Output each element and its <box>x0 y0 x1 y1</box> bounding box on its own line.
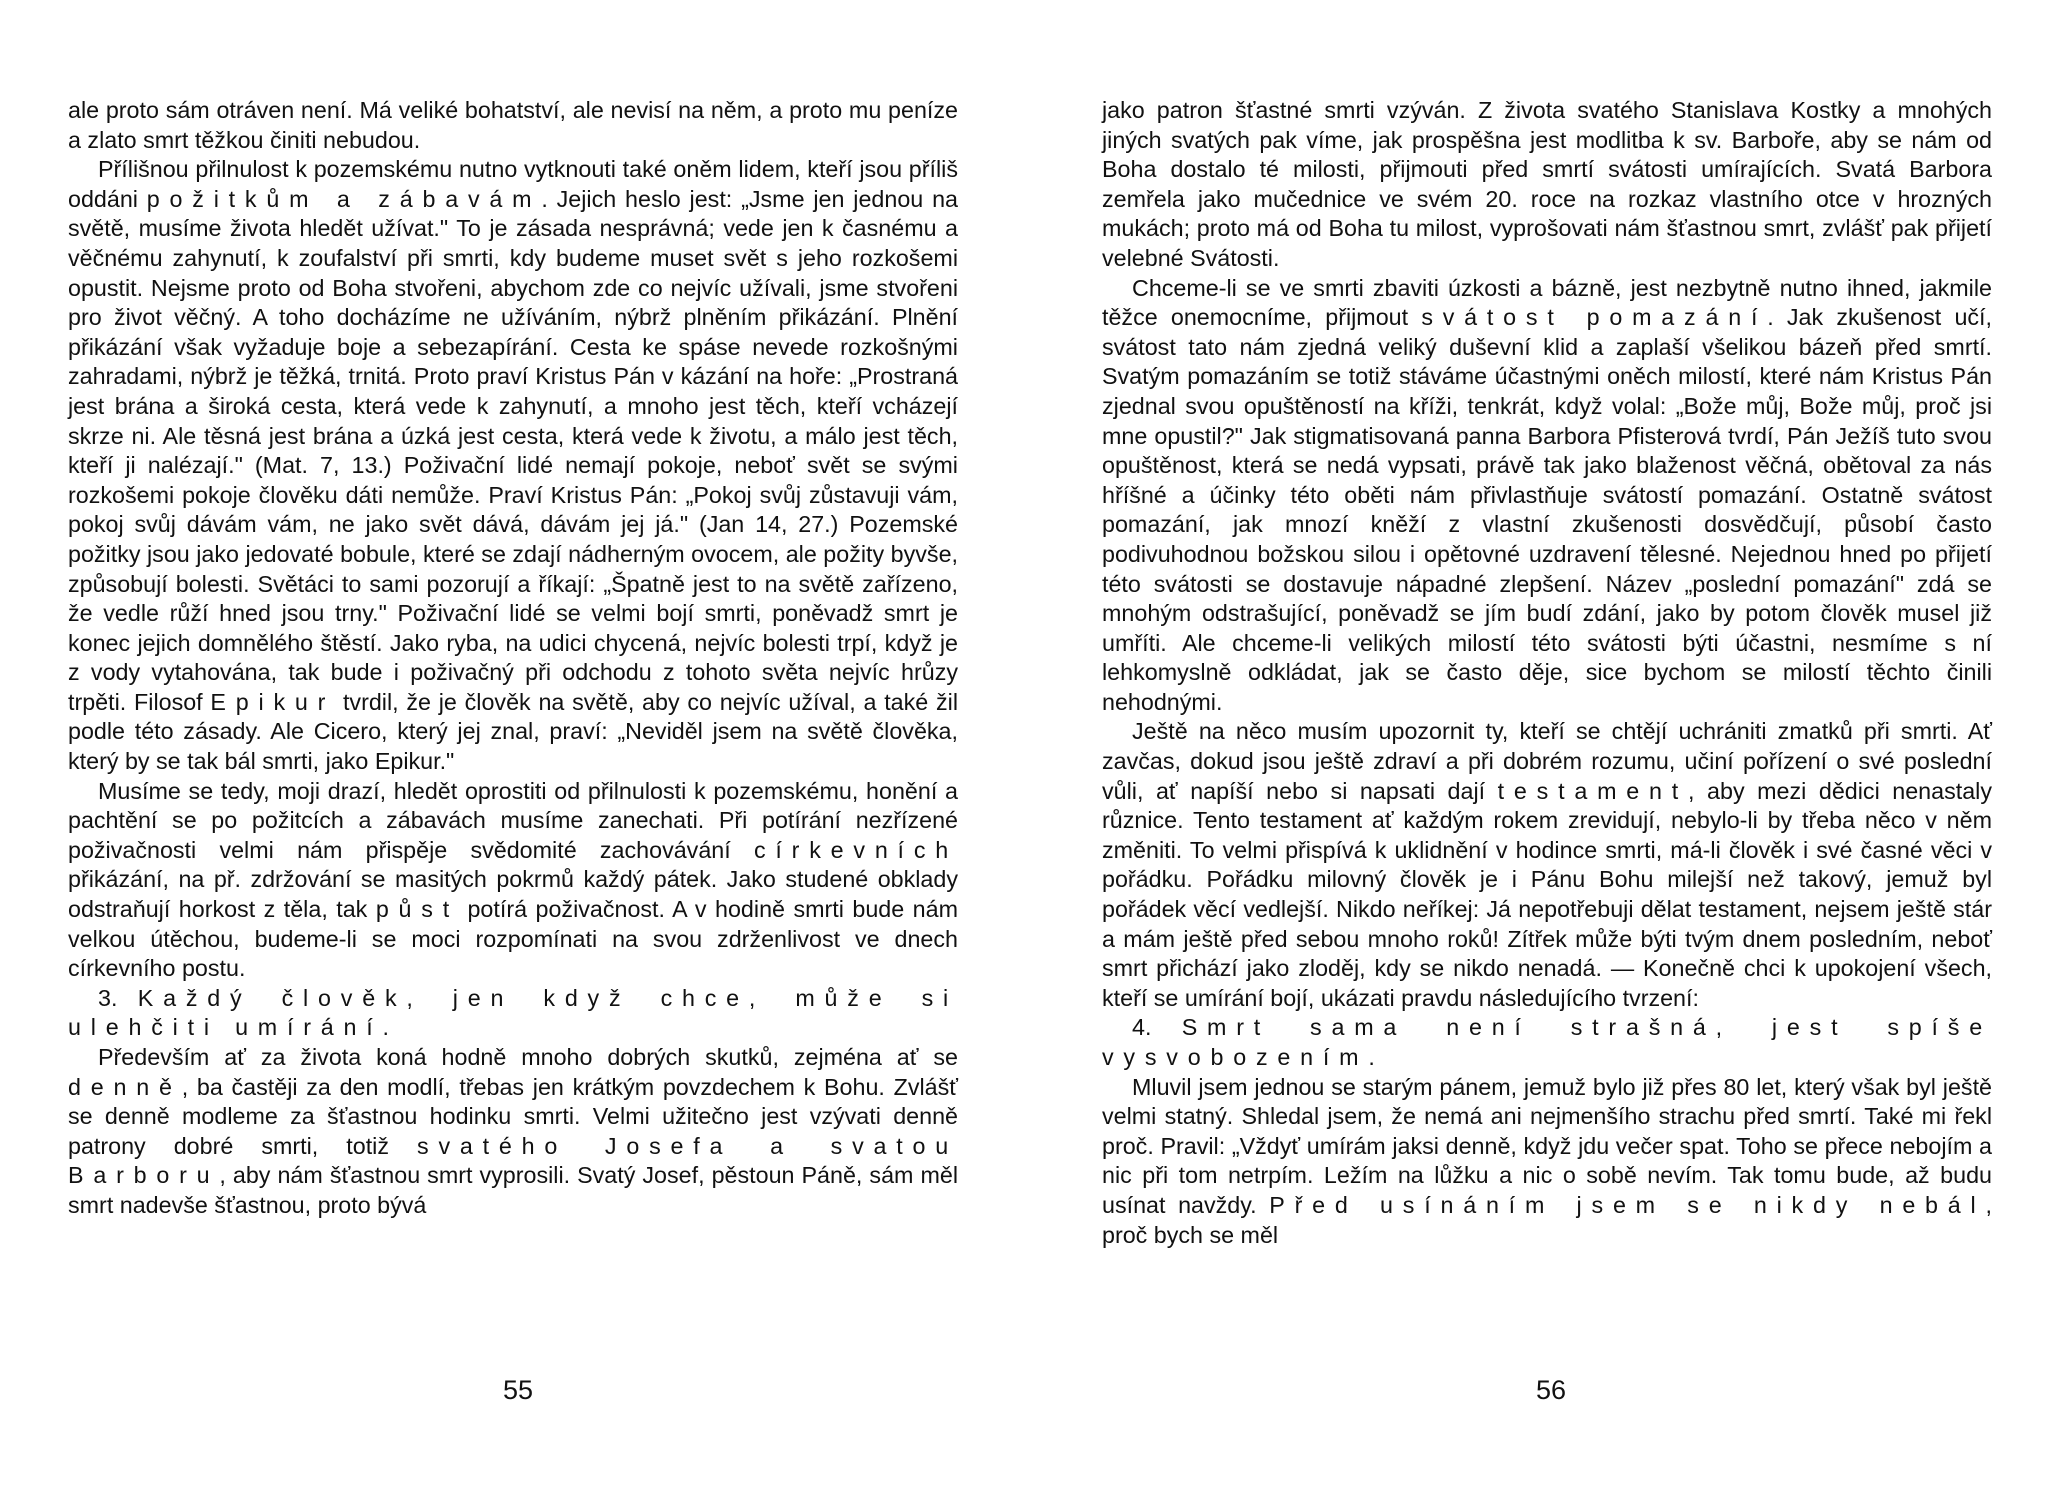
spaced-emphasis: Každý člověk, jen když chce, může si ulehčiti umírání. <box>68 984 958 1041</box>
text-run: . <box>1368 1044 1375 1070</box>
spaced-emphasis: denně <box>68 1073 182 1100</box>
text-run: , ba častěji za den modlí, třebas jen krátkým povzdechem k Bohu. Zvlášť se denně modleme za šťastnou hodinku smrti. Velmi užitečno jest vzývati denně patrony dobré smrti, totiž <box>68 1073 958 1159</box>
text-run: Především ať za života koná hodně mnoho dobrých skutků, zejména ať se <box>98 1044 958 1070</box>
section-number: 4. <box>1132 1014 1182 1041</box>
paragraph <box>68 155 958 776</box>
spaced-emphasis: Smrt sama není strašná, jest spíše vysvobozením <box>1102 1014 1992 1070</box>
paragraph <box>1102 717 1992 1013</box>
spaced-emphasis: svátost pomazání <box>1421 304 1768 331</box>
text-run: . Jak zkušenost učí, svátost tato nám zjedná veliký duševní klid a zaplaší všelikou bázeň před smrtí. Svatým pomazáním se totiž stáváme účastnými oněch milostí, které nám Kristus Pán zjednal svou opuštěností na kříži, tenkrát, když volal: „Bože můj, Bože můj, proč jsi mne opustil?" Jak stigmatisovaná panna Barbora Pfisterová tvrdí, Pán Ježíš tuto svou opuštěnost, která se nedá vypsati, právě tak jako blaženost věčná, obětoval za nás hříšné a účinky této oběti nám přivlastňuje svátostí pomazání. Ostatně svátost pomazání, jak mnozí kněží z vlastní zkušenosti dosvědčují, působí často podivuhodnou božskou silou i opětovné uzdravení tělesné. Nejednou hned po přijetí této svátosti se dostavuje nápadné zlepšení. Název „poslední pomazání" zdá se mnohým odstrašující, poněvadž se jím budí zdání, jako by potom člověk musel již umříti. Ale chceme-li velikých milostí této svátosti býti účastni, nesmíme s ní lehkomyslně odkládat, jak se často děje, sice bychom se milostí těchto činili nehodnými. <box>1102 304 1993 715</box>
text-run: , aby mezi dědici nenastaly různice. Tento testament ať každým rokem zrevidují, nebylo-li by třeba něco v něm změniti. To velmi přispívá k uklidnění v hodince smrti, má-li člověk i své časné věci v pořádku. Pořádku milovný člověk je i Pánu Bohu milejší než takový, jemuž byl pořádek věcí vedlejší. Nikdo neříkej: Já nepotřebuji dělat testament, nejsem ještě stár a mám ještě před sebou mnoho roků! Zítřek může býti tvým dnem posledním, neboť smrt přichází jako zloděj, kdy se nikdo nenadá. — Konečně chci k upokojení všech, kteří se umírání bojí, ukázati pravdu následujícího tvrzení: <box>1102 777 1993 1011</box>
left-page-text <box>68 96 958 1221</box>
text-run: Musíme se tedy, moji drazí, hledět oprostiti od přilnulosti k pozemskému, honění a pachtění se po požitcích a zábavách musíme zanechati. Při potírání nezřízené poživačnosti velmi nám přispěje svědomité zachovávání <box>68 777 958 863</box>
spaced-emphasis: požitkům a zábavám <box>146 185 542 212</box>
text-run: Chceme-li se ve smrti zbaviti úzkosti a bázně, jest nezbytně nutno ihned, jakmile těžce onemocníme, přijmout <box>1102 274 1992 331</box>
page-number-left: 55 <box>503 1375 534 1405</box>
spaced-emphasis: testament <box>1497 777 1689 804</box>
left-page <box>68 96 958 1221</box>
text-run: , proč bych se měl <box>1102 1191 1992 1248</box>
section-heading <box>1102 1013 1992 1072</box>
spaced-emphasis: Epikur <box>210 688 336 715</box>
text-run: jako patron šťastné smrti vzýván. Z života svatého Stanislava Kostky a mnohých jiných svatých pak víme, jak prospěšna jest modlitba k sv. Barboře, aby se nám od Boha dostalo té milosti, přijmouti před smrtí svátosti umírajících. Svatá Barbora zemřela jako mučednice ve svém 20. roce na rozkaz vlastního otce v hrozných mukách; proto má od Boha tu milost, vyprošovati nám šťastnou smrt, zvlášť pak přijetí velebné Svátosti. <box>1102 97 1992 271</box>
paragraph <box>68 1043 958 1221</box>
text-run: tvrdil, že je člověk na světě, aby co nejvíc užíval, a také žil podle této zásady. Ale Cicero, který jej znal, praví: „Neviděl jsem na světě člověka, který by se tak bál smrti, jako Epikur." <box>68 688 958 775</box>
paragraph <box>68 96 958 155</box>
text-run: Ještě na něco musím upozornit ty, kteří se chtějí uchrániti zmatků při smrti. Ať zavčas, dokud jsou ještě zdraví a při dobrém rozumu, učiní pořízení o své poslední vůli, ať napíší nebo si napsati dají <box>1102 718 1992 804</box>
section-heading <box>68 984 958 1043</box>
right-page-text <box>1102 96 1992 1250</box>
text-run: ale proto sám otráven není. Má veliké bohatství, ale nevisí na něm, a proto mu peníze a zlato smrt těžkou činiti nebudou. <box>68 97 958 153</box>
text-run: . Jejich heslo jest: „Jsme jen jednou na světě, musíme života hledět užívat." To je zásada nesprávná; vede jen k časnému a věčnému zahynutí, k zoufalství při smrti, kdy budeme muset svět s jeho rozkošemi opustit. Nejsme proto od Boha stvořeni, abychom zde co nejvíc užívali, jsme stvořeni pro život věčný. A toho docházíme ne užíváním, nýbrž plněním přikázání. Plnění přikázání však vyžaduje boje a sebezapírání. Cesta ke spáse nevede rozkošnými zahradami, nýbrž je těžká, trnitá. Proto praví Kristus Pán v kázání na hoře: „Prostraná jest brána a široká cesta, která vede k zahynutí, a mnoho jest těch, kteří vcházejí skrze ni. Ale těsná jest brána a úzká jest cesta, která vede k životu, a málo jest těch, kteří ji nalézají." (Mat. 7, 13.) Poživační lidé nemají pokoje, neboť svět se svými rozkošemi pokoje člověku dáti nemůže. Praví Kristus Pán: „Pokoj svůj zůstavuji vám, pokoj svůj dávám vám, ne jako svět dává, dávám jej já." (Jan 14, 27.) Pozemské požitky jsou jako jedovaté bobule, které se zdají nádherným ovocem, ale požity byvše, způsobují bolesti. Světáci to sami pozorují a říkají: „Špatně jest to na světě zařízeno, že vedle růží hned jsou trny." Poživační lidé se velmi bojí smrti, poněvadž smrt je konec jejich domnělého štěstí. Jako ryba, na udici chycená, nejvíc bolesti trpí, když je z vody vytahována, tak bude i poživačný při odchodu z tohoto světa nejvíc hrůzy trpěti. Filosof <box>68 185 958 715</box>
paragraph <box>68 777 958 984</box>
section-number: 3. <box>98 984 138 1011</box>
spaced-emphasis: církevních <box>753 836 958 863</box>
text-run: , aby nám šťastnou smrt vyprosili. Svatý Josef, pěstoun Páně, sám měl smrt nadevše šťastnou, proto bývá <box>68 1162 958 1218</box>
spaced-emphasis: svatého Josefa a svatou Barboru <box>68 1132 958 1189</box>
spaced-emphasis: Před usínáním jsem se nikdy nebál <box>1269 1191 1986 1218</box>
text-run: Přílišnou přilnulost k pozemskému nutno vytknouti také oněm lidem, kteří jsou příliš oddáni <box>68 156 958 212</box>
paragraph <box>1102 274 1992 718</box>
paragraph <box>1102 96 1992 274</box>
spaced-emphasis: půst <box>375 896 459 923</box>
right-page <box>1102 96 1992 1250</box>
text-run: přikázání, na př. zdržování se masitých pokrmů každý pátek. Jako studené obklady odstraňují horkost z těla, tak <box>68 866 958 923</box>
page-number-right: 56 <box>1536 1375 1567 1405</box>
text-run: potírá poživačnost. A v hodině smrti bude nám velkou útěchou, budeme-li se moci rozpomínati na svou zdrženlivost ve dnech církevního postu. <box>68 896 958 982</box>
paragraph <box>1102 1073 1992 1251</box>
text-run: Mluvil jsem jednou se starým pánem, jemuž bylo již přes 80 let, který však byl ještě velmi statný. Shledal jsem, že nemá ani nejmenšího strachu před smrtí. Také mi řekl proč. Pravil: „Vždyť umírám jaksi denně, když jdu večer spat. Toho se přece nebojím a nic při tom netrpím. Ležím na lůžku a nic o sobě nevím. Tak tomu bude, až budu usínat navždy. <box>1102 1073 1992 1218</box>
